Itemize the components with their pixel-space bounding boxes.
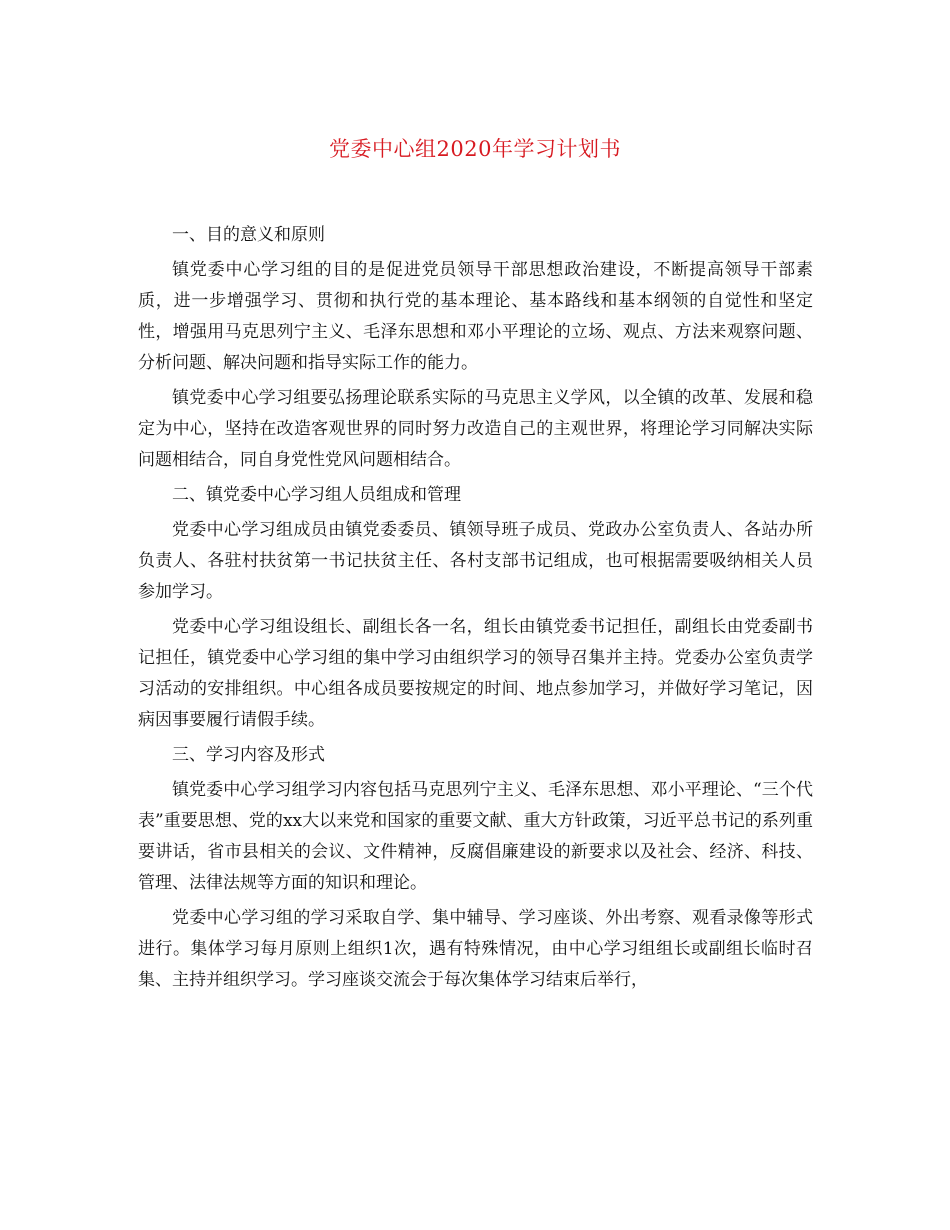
section-heading: 三、学习内容及形式: [172, 745, 325, 765]
paragraph: 党委中心学习组设组长、副组长各一名，组长由镇党委书记担任，副组长由党委副书记担任，镇党委中心学习组的集中学习由组织学习的领导召集并主持。党委办公室负责学习活动的安排组织。中心组各成员要按规定的时间、地点参加学习，并做好学习笔记，因病因事要履行请假手续。: [138, 617, 813, 730]
document-body: [138, 220, 813, 1000]
paragraph: 镇党委中心学习组学习内容包括马克思列宁主义、毛泽东思想、邓小平理论、“三个代表”重要思想、党的xx大以来党和国家的重要文献、重大方针政策，习近平总书记的系列重要讲话，省市县相关的会议、文件精神，反腐倡廉建设的新要求以及社会、经济、科技、管理、法律法规等方面的知识和理论。: [138, 780, 813, 893]
section-heading: 二、镇党委中心学习组人员组成和管理: [172, 485, 461, 505]
document-title: 党委中心组2020年学习计划书: [329, 137, 621, 161]
section-heading: 一、目的意义和原则: [172, 225, 325, 245]
paragraph: 党委中心学习组的学习采取自学、集中辅导、学习座谈、外出考察、观看录像等形式进行。集体学习每月原则上组织1次，遇有特殊情况，由中心学习组组长或副组长临时召集、主持并组织学习。学习座谈交流会于每次集体学习结束后举行，: [138, 908, 813, 990]
paragraph: 镇党委中心学习组要弘扬理论联系实际的马克思主义学风，以全镇的改革、发展和稳定为中心，坚持在改造客观世界的同时努力改造自己的主观世界，将理论学习同解决实际问题相结合，同自身党性党风问题相结合。: [138, 388, 813, 470]
paragraph: 镇党委中心学习组的目的是促进党员领导干部思想政治建设，不断提高领导干部素质，进一步增强学习、贯彻和执行党的基本理论、基本路线和基本纲领的自觉性和坚定性，增强用马克思列宁主义、毛泽东思想和邓小平理论的立场、观点、方法来观察问题、分析问题、解决问题和指导实际工作的能力。: [138, 260, 813, 373]
paragraph: 党委中心学习组成员由镇党委委员、镇领导班子成员、党政办公室负责人、各站办所负责人、各驻村扶贫第一书记扶贫主任、各村支部书记组成，也可根据需要吸纳相关人员参加学习。: [138, 520, 813, 602]
